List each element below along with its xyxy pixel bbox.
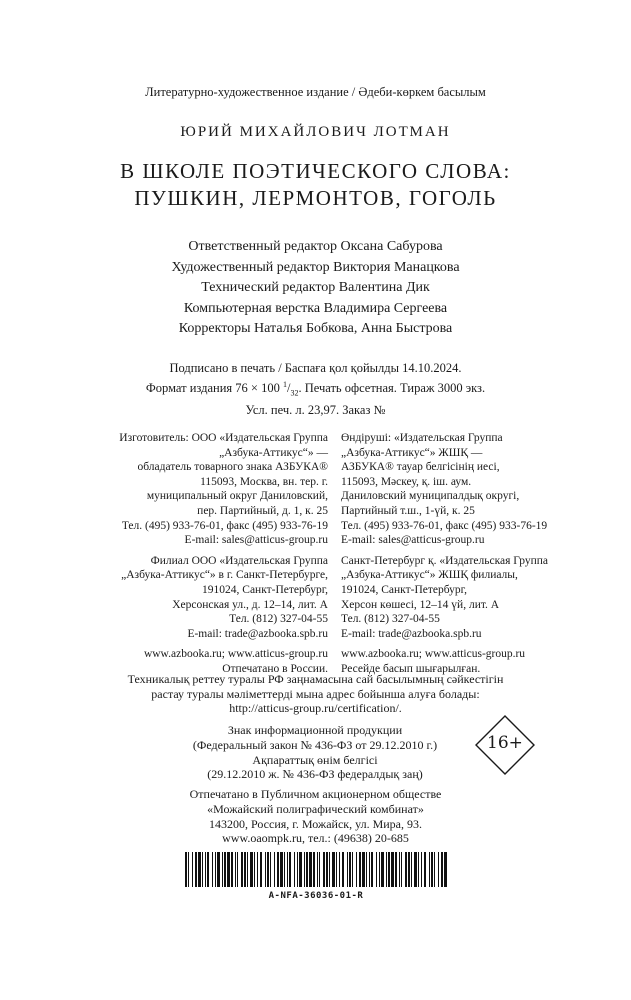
printer-line: 143200, Россия, г. Можайск, ул. Мира, 93. — [209, 816, 422, 831]
format-prefix: Формат издания 76 × 100 — [145, 380, 283, 395]
author-name: ЮРИЙ МИХАЙЛОВИЧ ЛОТМАН — [180, 124, 451, 140]
barcode-icon — [185, 852, 447, 887]
age-rating: 16+ — [487, 733, 523, 753]
info-line: Даниловский муниципалдық округі, — [341, 490, 520, 503]
info-line: „Азбука-Аттикус“» — — [219, 446, 328, 459]
info-line: обладатель товарного знака АЗБУКА® — [137, 461, 328, 474]
note-line: растау туралы мәліметтерді мына адрес бойынша алуға болады: — [151, 686, 480, 701]
note-line: Техникалық реттеу туралы РФ заңнамасына сай басылымның сәйкестігін — [127, 672, 504, 686]
info-line: Тел. (812) 327-04-55 — [229, 613, 328, 626]
info-line: 115093, Мәскеу, қ. іш. аум. — [341, 475, 472, 488]
format-line: Формат издания 76 × 100 $^1/_{32}$. Печать офсетная. Тираж 3000 экз. — [145, 379, 486, 398]
info-line: (29.12.2010 ж. № 436-ФЗ федералдық заң) — [207, 767, 423, 782]
info-line: Херсон көшесі, 12–14 үй, лит. А — [341, 598, 500, 611]
credit-line: Компьютерная верстка Владимира Сергеева — [183, 300, 448, 316]
format-suffix: . Печать офсетная. Тираж 3000 экз. — [298, 380, 486, 395]
printer-line: Отпечатано в Публичном акционерном обществе — [189, 787, 442, 801]
info-line: 191024, Санкт-Петербург, — [202, 583, 328, 596]
title-line: В ШКОЛЕ ПОЭТИЧЕСКОГО СЛОВА: — [120, 159, 511, 183]
barcode-label: A-NFA-36036-01-R — [268, 891, 364, 901]
info-line: www.azbooka.ru; www.atticus-group.ru — [143, 648, 328, 661]
format-numerator: 1 — [282, 379, 287, 389]
manufacturer-block — [96, 431, 328, 548]
publisher-info-kz — [341, 431, 573, 683]
info-line: муниципальный округ Даниловский, — [146, 490, 328, 503]
editorial-credits — [0, 237, 631, 340]
credit-line: Корректоры Наталья Бобкова, Анна Быстрова — [178, 321, 453, 336]
info-line: Филиал ООО «Издательская Группа — [150, 554, 328, 567]
info-line: пер. Партийный, д. 1, к. 25 — [197, 504, 328, 517]
info-line: Ресейде басып шығарылған. — [341, 662, 481, 675]
credit-line: Художественный редактор Виктория Манацкова — [171, 259, 460, 275]
credit-line: Технический редактор Валентина Дик — [201, 280, 430, 295]
info-line: E-mail: sales@atticus-group.ru — [184, 534, 328, 547]
info-line: Тел. (812) 327-04-55 — [341, 613, 440, 626]
info-line: Санкт-Петербург қ. «Издательская Группа — [341, 554, 548, 567]
info-line: „Азбука-Аттикус“» ЖШҚ — — [341, 446, 483, 459]
info-line: Ақпараттық өнім белгісі — [252, 752, 378, 767]
info-line: АЗБУКА® тауар белгісінің иесі, — [341, 461, 500, 474]
credit-line: Ответственный редактор Оксана Сабурова — [188, 239, 443, 254]
book-title — [0, 158, 631, 212]
printer-line: www.oaompk.ru, тел.: (49638) 20-685 — [222, 831, 409, 846]
tech-regulation-note — [0, 672, 631, 716]
printer-info — [0, 787, 631, 846]
print-details — [0, 360, 631, 418]
info-line: „Азбука-Аттикус“» в г. Санкт-Петербурге, — [121, 569, 328, 582]
note-line: http://atticus-group.ru/certification/. — [229, 701, 402, 716]
info-line: Тел. (495) 933-76-01, факс (495) 933-76-19 — [121, 519, 328, 532]
info-line: Знак информационной продукции — [227, 723, 403, 737]
info-line: Отпечатано в России. — [222, 662, 328, 675]
info-line: Тел. (495) 933-76-01, факс (495) 933-76-19 — [341, 519, 548, 532]
info-line: 115093, Москва, вн. тер. г. — [200, 475, 328, 488]
info-line: 191024, Санкт-Петербург, — [341, 583, 467, 596]
manufacturer-block — [341, 431, 573, 548]
branch-block — [341, 554, 573, 642]
signed-line: Подписано в печать / Баспаға қол қойылды 14.10.2024. — [169, 361, 462, 375]
printer-line: «Можайский полиграфический комбинат» — [207, 801, 424, 816]
info-line: E-mail: trade@azbooka.spb.ru — [187, 627, 328, 640]
info-line: Өндіруші: «Издательская Группа — [341, 432, 503, 444]
info-line: E-mail: sales@atticus-group.ru — [341, 534, 485, 547]
info-line: (Федеральный закон № 436-ФЗ от 29.12.2010 г.) — [192, 737, 438, 752]
publisher-info-ru — [96, 431, 328, 683]
series-line: Литературно-художественное издание / Әдеби-көркем басылым — [145, 85, 486, 99]
info-line: www.azbooka.ru; www.atticus-group.ru — [341, 648, 526, 661]
info-product-sign — [160, 723, 470, 782]
info-line: Херсонская ул., д. 12–14, лит. А — [172, 598, 328, 611]
info-line: E-mail: trade@azbooka.spb.ru — [341, 627, 482, 640]
info-line: Партийный т.ш., 1-үй, к. 25 — [341, 504, 475, 517]
info-line: Изготовитель: ООО «Издательская Группа — [119, 432, 328, 444]
format-denominator: 32 — [290, 388, 299, 398]
sheets-line: Усл. печ. л. 23,97. Заказ № — [245, 402, 386, 417]
title-line: ПУШКИН, ЛЕРМОНТОВ, ГОГОЛЬ — [134, 186, 497, 210]
branch-block — [96, 554, 328, 642]
info-line: „Азбука-Аттикус“» ЖШҚ филиалы, — [341, 569, 518, 582]
